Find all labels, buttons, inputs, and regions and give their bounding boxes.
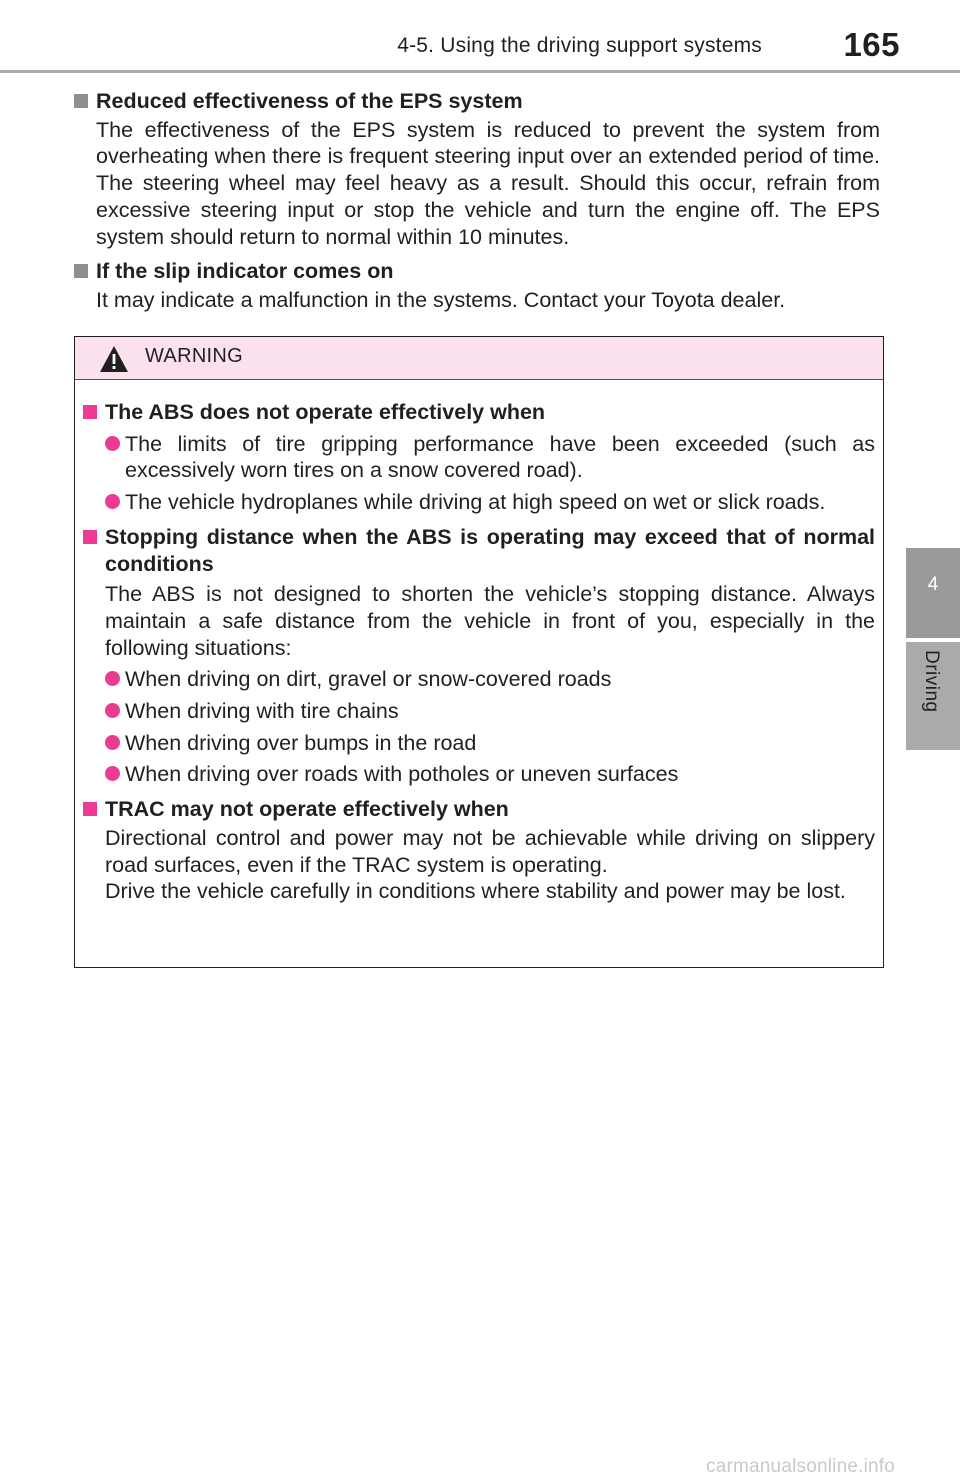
warning-heading: TRAC may not operate effectively when [105, 797, 509, 822]
warning-heading: Stopping distance when the ABS is operating may exceed that of normal conditions [105, 524, 875, 576]
list-item: When driving on dirt, gravel or snow-covered roads [83, 666, 875, 693]
warning-label: WARNING [145, 345, 244, 367]
section-heading: If the slip indicator comes on [96, 259, 394, 284]
main-content [74, 88, 880, 314]
section-eps [74, 88, 880, 250]
header-section-title: 4-5. Using the driving support systems [397, 34, 762, 57]
section-slip-indicator [74, 258, 880, 313]
warning-triangle-icon [99, 345, 129, 373]
warning-box [74, 336, 884, 968]
warning-heading: The ABS does not operate effectively when [105, 400, 546, 424]
warning-paragraph: The ABS is not designed to shorten the vehicle’s stopping distance. Always maintain a safe distance from the vehicle in front of you, especially in the following situations: [105, 582, 875, 660]
section-body: It may indicate a malfunction in the systems. Contact your Toyota dealer. [96, 287, 786, 312]
dot-bullet-icon [105, 735, 120, 750]
side-tab-number [906, 548, 960, 638]
page-number: 165 [843, 26, 900, 63]
square-bullet-icon [83, 530, 97, 544]
list-item: The vehicle hydroplanes while driving at high speed on wet or slick roads. [83, 489, 875, 516]
square-bullet-icon [83, 802, 97, 816]
square-bullet-icon [83, 405, 97, 419]
list-item: The limits of tire gripping performance have been exceeded (such as excessively worn tires on a snow covered road). [83, 431, 875, 484]
warning-paragraph: Drive the vehicle carefully in conditions where stability and power may be lost. [105, 879, 846, 904]
chapter-number: 4 [927, 574, 939, 595]
section-heading: Reduced effectiveness of the EPS system [96, 89, 523, 113]
watermark: carmanualsonline.info [706, 1456, 896, 1477]
header-rule [0, 70, 960, 73]
dot-bullet-icon [105, 436, 120, 451]
square-bullet-icon [74, 264, 88, 278]
chapter-label: Driving [921, 650, 942, 713]
warning-body [83, 399, 875, 905]
square-bullet-icon [74, 94, 88, 108]
list-item: When driving over roads with potholes or uneven surfaces [83, 761, 875, 788]
warning-paragraph: Directional control and power may not be achievable while driving on slippery road surfaces, even if the TRAC system is operating. [105, 825, 875, 877]
dot-bullet-icon [105, 494, 120, 509]
dot-bullet-icon [105, 703, 120, 718]
dot-bullet-icon [105, 671, 120, 686]
warning-section-stopping-distance [83, 524, 875, 788]
section-body: The effectiveness of the EPS system is reduced to prevent the system from overheating when there is frequent steering input over an extended period of time. The steering wheel may feel heavy as a result. Should this occur, refrain from excessive steering input or stop the vehicle and turn the engine off. The EPS system should return to normal within 10 minutes. [96, 117, 880, 249]
warning-section-trac [83, 796, 875, 905]
list-item: When driving with tire chains [83, 698, 875, 725]
list-item: When driving over bumps in the road [83, 730, 875, 757]
warning-section-abs [83, 399, 875, 516]
dot-bullet-icon [105, 766, 120, 781]
side-tab-label [906, 642, 960, 750]
warning-header [75, 337, 883, 380]
